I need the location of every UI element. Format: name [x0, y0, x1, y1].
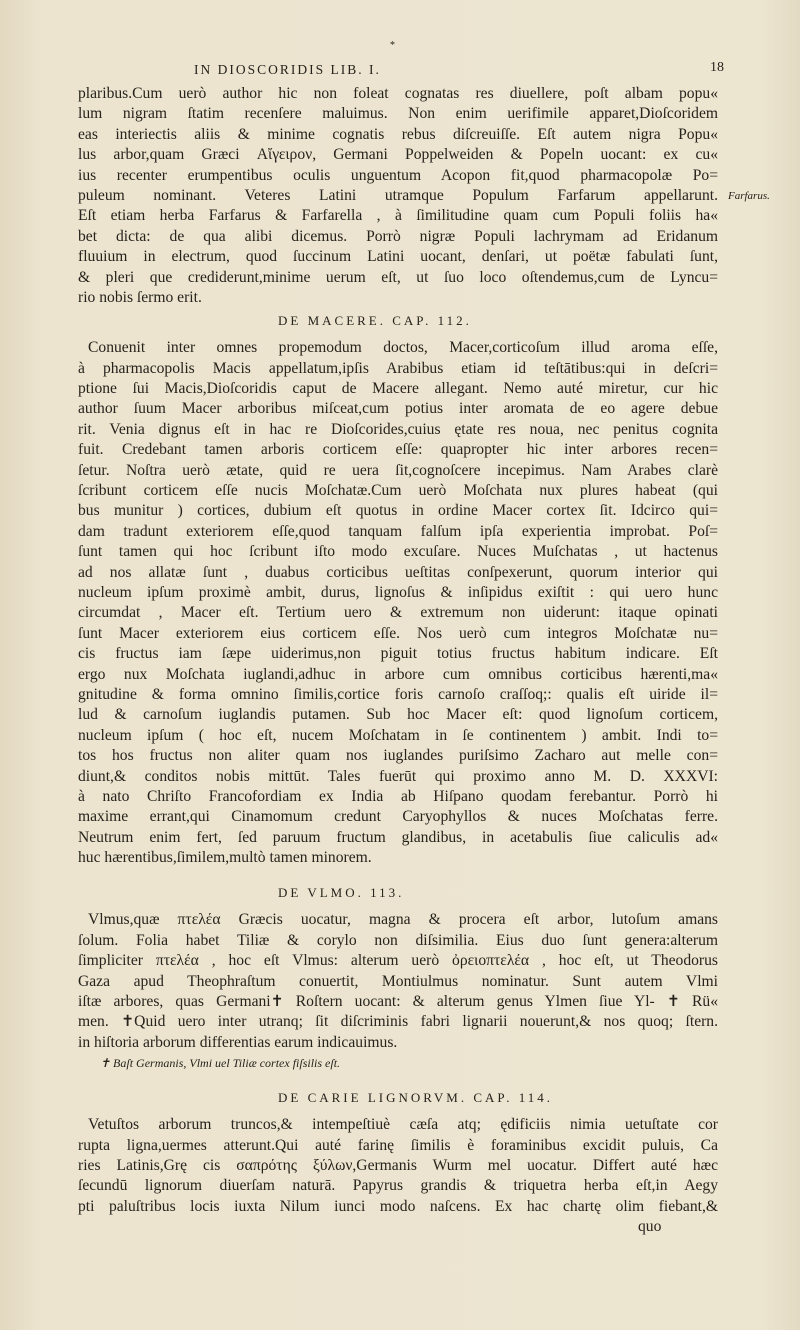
text-line: ad nos allatæ ſunt , duabus corticibus ueſtitas conſpexerunt, quorum interior qui: [78, 563, 718, 581]
text-line: Vetuſtos arborum truncos,& intempeſtiuè cæſa atq; ędificiis nimia uetuſtate cor: [88, 1116, 718, 1134]
text-line: ſunt Macer exteriorem eius corticem eſſe. Nos uerò cum integros Moſchatæ nu=: [78, 624, 718, 642]
text-line: ſunt tamen qui hoc ſcribunt iſto modo excuſare. Nuces Muſchatas , ut hactenus: [78, 543, 718, 561]
text-line: lud & carnoſum iuglandis putamen. Sub hoc Macer eſt: quod lignoſum corticem,: [78, 706, 718, 724]
section-heading-caries: DE CARIE LIGNORVM. CAP. 114.: [278, 1090, 553, 1106]
signature-mark: *: [390, 40, 395, 51]
text-line: Vlmus,quæ πτελέα Græcis uocatur, magna & procera eſt arbor, lutoſum amans: [88, 911, 718, 929]
text-line: ſolum. Folia habet Tiliæ & corylo non diſsimilia. Eius duo ſunt genera:alterum: [78, 931, 718, 949]
text-line: huc hærentibus,ſimilem,multò tamen minorem.: [78, 849, 372, 867]
text-line: men. ✝Quid uero inter utranq; ſit diſcriminis fabri lignarii nouerunt,& nos quoq; ſtern.: [78, 1013, 718, 1031]
page-number: 18: [710, 60, 724, 75]
text-line: lus arbor,quam Græci Αἴγειρον, Germani Poppelweiden & Popeln uocant: ex cu«: [78, 146, 718, 164]
text-line: tos hos fructus non aliter quam nos iuglandes puriſsimo Zacharo aut melle con=: [78, 747, 718, 765]
section-heading-macer: DE MACERE. CAP. 112.: [278, 313, 472, 329]
text-line: à pharmacopolis Macis appellatum,ipſis Arabibus etiam id teſtātibus:qui in deſcri=: [78, 359, 718, 377]
text-line: rupta ligna,uermes atterunt.Qui auté farinę ſimilis è foraminibus excidit puluis, Ca: [78, 1136, 718, 1154]
catchword: quo: [638, 1218, 662, 1236]
text-line: Neutrum enim fert, ſed paruum fructum glandibus, in acetabulis ſiue caliculis ad«: [78, 828, 718, 846]
text-line: maxime errant,qui Cinamomum credunt Caryophyllos & nuces Moſchatas ferre.: [78, 808, 718, 826]
text-line: dam tradunt exteriorem eſſe,quod tanquam falſum ipſa experientia improbat. Poſ=: [78, 522, 718, 540]
text-line: ſcribunt corticem eſſe nucis Moſchatæ.Cum uerò Moſchata nux plures habeat (qui: [78, 482, 718, 500]
text-line: ſetur. Noſtra uerò ætate, quid re uera ſit,cognoſcere incepimus. Nam Arabes clarè: [78, 461, 718, 479]
text-line: bus munitur ) cortices, dubium eſt quotus in ordine Macer cortex ſit. Idcirco qui=: [78, 502, 718, 520]
text-line: fluuium in electrum, quod ſuccinum Latini uocant, denſari, ut poëtæ fabulati ſunt,: [78, 248, 718, 266]
text-line: gnitudine & forma omnino ſimilis,cortice foris carnoſo craſſoq;: qualis eſt uiride il=: [78, 685, 718, 703]
paragraph-ulmus: [78, 910, 718, 1073]
paragraph-caries: [78, 1115, 718, 1237]
text-line: ius recenter erumpentibus oculis unguentum Acopon fit,quod pharmacopolæ Po=: [78, 166, 718, 184]
text-line: nucleum ipſum ( hoc eſt, nucem Moſchatam in ſe continentem ) ambit. Indi to=: [78, 726, 718, 744]
text-line: ergo nux Moſchata iuglandi,adhuc in arbore cum omnibus corticibus hærenti,ma«: [78, 665, 718, 683]
text-line: fuit. Credebant tamen arboris corticem eſſe: quapropter hic inter arbores recen=: [78, 441, 718, 459]
text-line: circumdat , Macer eſt. Tertium uero & extremum non uiderunt: itaque opinati: [78, 604, 718, 622]
section-heading-ulmus: DE VLMO. 113.: [278, 885, 405, 901]
margin-note-farfarus: Farfarus.: [728, 189, 770, 202]
text-line: author ſuum Macer arboribus miſceat,cum potius inter aromata de eo agere debue: [78, 400, 718, 418]
text-line: in hiſtoria arborum differentias earum indicauimus.: [78, 1033, 398, 1051]
text-line: diunt,& conditos nobis mittūt. Tales fuerūt qui proximo anno M. D. XXXVI:: [78, 767, 718, 785]
text-line: Conuenit inter omnes propemodum doctos, Macer,corticoſum illud aroma eſſe,: [88, 339, 718, 357]
text-line: Gaza apud Theophraſtum conuertit, Montiulmus nominatur. Sunt autem Vlmi: [78, 972, 718, 990]
text-line: iſtæ arbores, quas Germani✝ Roſtern uocant: & alterum genus Ylmen ſiue Yl- ✝ Rü«: [78, 993, 718, 1011]
text-line: ſimpliciter πτελέα , hoc eſt Vlmus: alterum uerò ὀρειοπτελέα , hoc eſt, ut Theodorus: [78, 952, 718, 970]
footnote: ✝ Baſt Germanis, Vlmi uel Tiliæ cortex fiſsilis eſt.: [100, 1056, 341, 1071]
text-line: rio nobis ſermo erit.: [78, 288, 202, 306]
text-line: bet dicta: de qua alibi dicemus. Porrò nigræ Populi lachrymam ad Eridanum: [78, 227, 718, 245]
text-line: ptione ſui Macis,Dioſcoridis caput de Macere allegant. Nemo auté miretur, cur hic: [78, 380, 718, 398]
text-line: nucleum ipſum proximè ambit, durus, lignoſus & inſipidus exiſtit : qui uero hunc: [78, 583, 718, 601]
text-line-content: puleum nominant. Veteres Latini utramque Populum Farfarum appellarunt.: [78, 186, 718, 204]
text-line: eas interiectis aliis & minime cognatis rebus diſcreuiſſe. Eſt autem nigra Popu«: [78, 125, 718, 143]
text-line: Eſt etiam herba Farfarus & Farfarella , à ſimilitudine quam cum Populi foliis ha«: [78, 207, 718, 225]
text-line: pti paluſtribus locis iuxta Nilum iunci modo naſcens. Ex hac chartę olim fiebant,&: [78, 1197, 718, 1215]
page-header: [78, 40, 740, 84]
text-line: & pleri que crediderunt,minime uerum eſt, ut ſuo loco oſtendemus,cum de Lyncu=: [78, 268, 718, 286]
text-line: ries Latinis,Grę cis σαπρότης ξύλων,Germanis Wurm mel uocatur. Differt auté hæc: [78, 1156, 718, 1174]
text-line: à nato Chriſto Francofordiam ex India ab Hiſpano quodam ferebantur. Porrò hi: [78, 787, 718, 805]
paragraph-macer: [78, 338, 718, 868]
text-column: [78, 84, 770, 1238]
text-line: rit. Venia dignus eſt in hac re Dioſcorides,cuius ętate res noua, nec penitus cognita: [78, 420, 718, 438]
text-line: ſecundū lignorum diuerſam naturā. Papyrus grandis & triquetra herba eſt,in Aegy: [78, 1177, 718, 1195]
text-line: plaribus.Cum uerò author hic non foleat cognatas res diuellere, poſt albam popu«: [78, 85, 718, 102]
text-line: lum nigram ſtatim recenſere maluimus. Non enim uerifimile apparet,Dioſcoridem: [78, 105, 718, 123]
text-line: [78, 186, 770, 206]
paragraph-populus: [78, 84, 770, 308]
running-title: IN DIOSCORIDIS LIB. I.: [194, 62, 381, 77]
text-line: cis fructus iam ſæpe uiderimus,non piguit totius fructus habitum indicare. Eſt: [78, 645, 718, 663]
